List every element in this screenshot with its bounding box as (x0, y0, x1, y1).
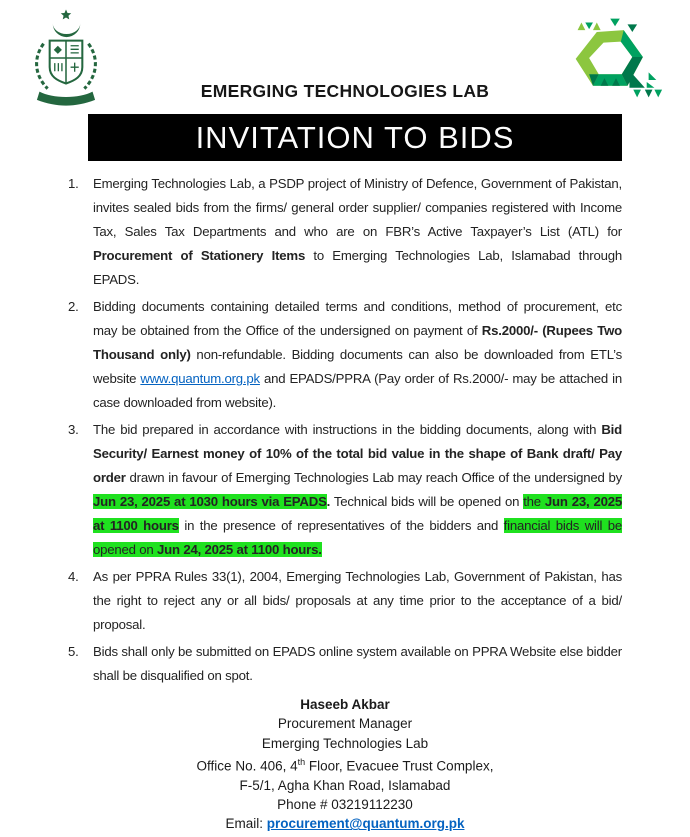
list-item (68, 418, 622, 562)
text-segment: Emerging Technologies Lab, a PSDP project of Ministry of Defence, Government of Pakistan, invites sealed bids from the firms/ general order supplier/ companies registered with Income Tax, Sales Tax Departments and who are on FBR’s Active Taxpayer’s List (ATL) for (93, 176, 622, 239)
banner-title: INVITATION TO BIDS (195, 119, 515, 155)
text-segment: Jun 24, 2025 at 1100 hours. (157, 542, 322, 557)
text-segment: Bid Security/ Earnest money of 10% of the total bid value in the shape of Bank draft/ Pay order (93, 422, 622, 485)
address1-superscript: th (297, 756, 306, 767)
signatory-name: Haseeb Akbar (300, 697, 390, 712)
list-item (68, 295, 622, 415)
address1-text-cont: Floor, Evacuee Trust Complex, (305, 758, 494, 774)
address1-text: Office No. 406, 4 (196, 758, 298, 774)
website-link[interactable]: www.quantum.org.pk (140, 371, 260, 386)
text-segment: to Emerging Technologies Lab, Islamabad through EPADS. (93, 248, 622, 287)
email-link[interactable]: procurement@quantum.org.pk (266, 816, 465, 832)
text-segment: . (326, 494, 331, 509)
org-title: EMERGING TECHNOLOGIES LAB (200, 81, 490, 101)
list-number: 3. (68, 422, 79, 437)
signatory-address-line1 (0, 753, 690, 776)
text-segment: The bid prepared in accordance with instructions in the bidding documents, along with (93, 422, 602, 437)
list-number: 5. (68, 644, 79, 659)
email-label: Email: (225, 816, 267, 832)
text-segment: As per PPRA Rules 33(1), 2004, Emerging Technologies Lab, Government of Pakistan, has the right to reject any or all bids/ proposals at any time prior to the acceptance of a bid/ proposal. (93, 569, 622, 632)
text-segment: Jun 23, 2025 at 1100 hours (93, 494, 622, 533)
banner (88, 114, 622, 161)
list-item (68, 565, 622, 637)
text-segment: Technical bids will be opened on (330, 494, 524, 509)
signature-block (0, 695, 690, 834)
signatory-address-line2: F-5/1, Agha Khan Road, Islamabad (239, 777, 451, 793)
text-segment: Jun 23, 2025 at 1030 hours via EPADS (93, 494, 327, 509)
text-segment: Bidding documents containing detailed terms and conditions, method of procurement, etc may be obtained from the Office of the undersigned on payment of (93, 299, 622, 338)
list-number: 1. (68, 176, 79, 191)
text-segment: the (523, 494, 545, 509)
text-segment: non-refundable. Bidding documents can also be downloaded from ETL’s website (93, 347, 622, 386)
text-segment: Procurement of Stationery Items (93, 248, 306, 263)
signatory-org: Emerging Technologies Lab (261, 735, 429, 751)
text-segment: Rs.2000/- (Rupees Two Thousand only) (93, 323, 622, 362)
text-segment: financial bids will be opened on (93, 518, 623, 557)
list-number: 2. (68, 299, 79, 314)
notice-list (68, 172, 622, 691)
signatory-title: Procurement Manager (277, 716, 413, 732)
text-segment: and EPADS/PPRA (Pay order of Rs.2000/- may be attached in case downloaded from website). (93, 371, 622, 410)
text-segment: drawn in favour of Emerging Technologies Lab may reach Office of the undersigned by (125, 470, 622, 485)
list-number: 4. (68, 569, 79, 584)
list-item (68, 640, 622, 688)
text-segment: in the presence of representatives of the bidders and (178, 518, 504, 533)
signatory-phone: Phone # 03219112230 (277, 796, 413, 812)
list-item (68, 172, 622, 292)
signatory-email-line (0, 814, 690, 833)
text-segment: Bids shall only be submitted on EPADS online system available on PPRA Website else bidder shall be disqualified on spot. (93, 644, 622, 683)
